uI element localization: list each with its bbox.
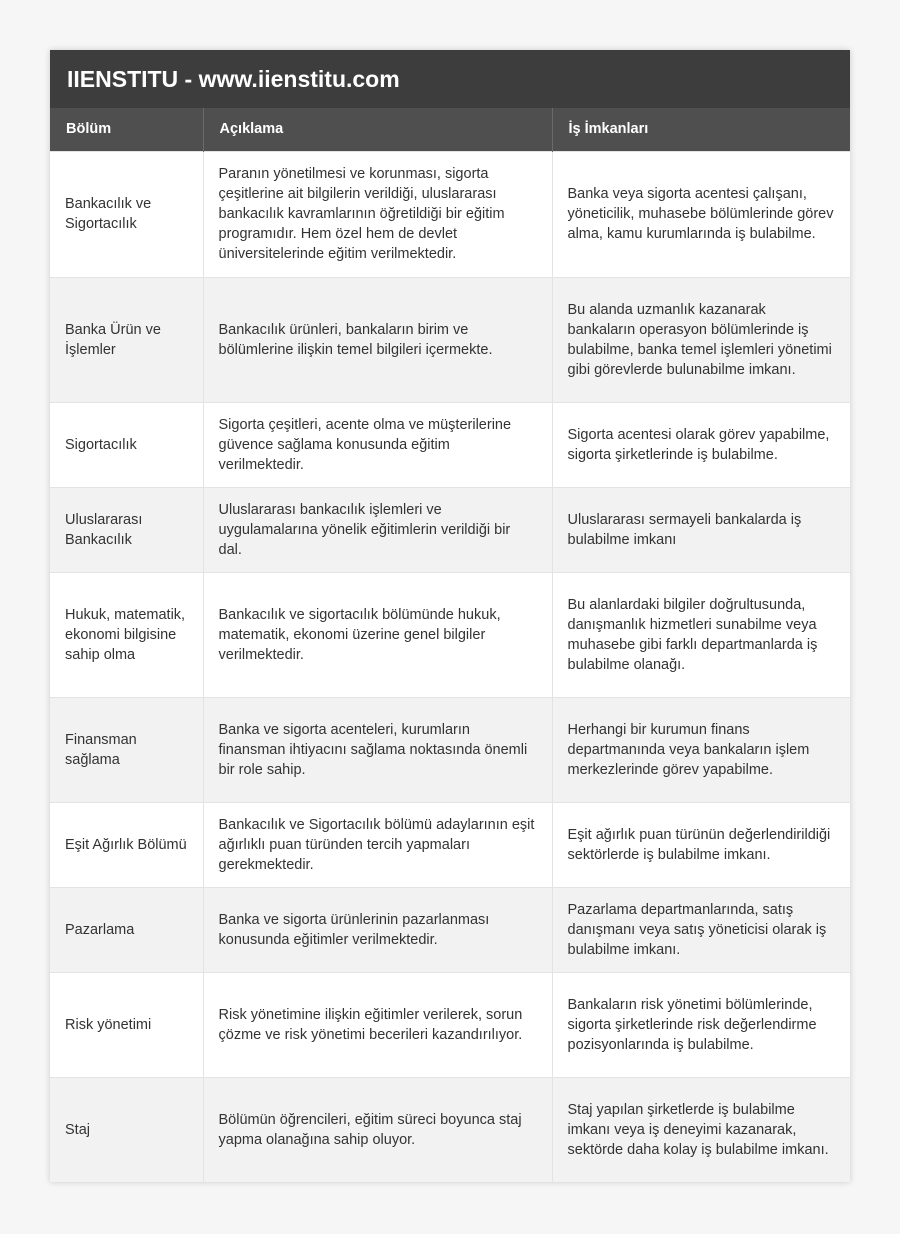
table-row — [50, 697, 850, 802]
column-header-bolum: Bölüm — [50, 108, 203, 151]
table-row — [50, 887, 850, 972]
cell-bolum: Staj — [50, 1077, 203, 1182]
table-row — [50, 802, 850, 887]
cell-aciklama: Banka ve sigorta ürünlerinin pazarlanması konusunda eğitimler verilmektedir. — [203, 887, 552, 972]
cell-aciklama: Bankacılık ve Sigortacılık bölümü adaylarının eşit ağırlıklı puan türünden tercih yapmaları gerekmektedir. — [203, 802, 552, 887]
cell-is-imkanlari: Eşit ağırlık puan türünün değerlendirildiği sektörlerde iş bulabilme imkanı. — [552, 802, 850, 887]
table-row — [50, 487, 850, 572]
cell-is-imkanlari: Banka veya sigorta acentesi çalışanı, yöneticilik, muhasebe bölümlerinde görev alma, kamu kurumlarında iş bulabilme. — [552, 151, 850, 277]
cell-aciklama: Bankacılık ürünleri, bankaların birim ve bölümlerine ilişkin temel bilgileri içermekte. — [203, 277, 552, 402]
cell-bolum: Hukuk, matematik, ekonomi bilgisine sahip olma — [50, 572, 203, 697]
table-card — [50, 50, 850, 1182]
cell-aciklama: Paranın yönetilmesi ve korunması, sigorta çeşitlerine ait bilgilerin verildiği, uluslararası bankacılık kavramlarının öğretildiği bir eğitim programıdır. Hem özel hem de devlet üniversitelerinde eğitim verilmektedir. — [203, 151, 552, 277]
header-row — [50, 108, 850, 151]
cell-aciklama: Bankacılık ve sigortacılık bölümünde hukuk, matematik, ekonomi üzerine genel bilgiler verilmektedir. — [203, 572, 552, 697]
column-header-is-imkanlari: İş İmkanları — [552, 108, 850, 151]
cell-aciklama: Bölümün öğrencileri, eğitim süreci boyunca staj yapma olanağına sahip oluyor. — [203, 1077, 552, 1182]
table-row — [50, 572, 850, 697]
cell-bolum: Pazarlama — [50, 887, 203, 972]
cell-is-imkanlari: Uluslararası sermayeli bankalarda iş bulabilme imkanı — [552, 487, 850, 572]
table-row — [50, 972, 850, 1077]
cell-is-imkanlari: Bankaların risk yönetimi bölümlerinde, sigorta şirketlerinde risk değerlendirme pozisyonlarında iş bulabilme. — [552, 972, 850, 1077]
cell-bolum: Eşit Ağırlık Bölümü — [50, 802, 203, 887]
cell-bolum: Bankacılık ve Sigortacılık — [50, 151, 203, 277]
table-row — [50, 402, 850, 487]
cell-is-imkanlari: Bu alanlardaki bilgiler doğrultusunda, danışmanlık hizmetleri sunabilme veya muhasebe gibi farklı departmanlarda iş bulabilme olanağı. — [552, 572, 850, 697]
cell-is-imkanlari: Bu alanda uzmanlık kazanarak bankaların operasyon bölümlerinde iş bulabilme, banka temel işlemleri yönetimi gibi görevlerde bulunabilme imkanı. — [552, 277, 850, 402]
cell-is-imkanlari: Sigorta acentesi olarak görev yapabilme, sigorta şirketlerinde iş bulabilme. — [552, 402, 850, 487]
cell-bolum: Finansman sağlama — [50, 697, 203, 802]
cell-is-imkanlari: Herhangi bir kurumun finans departmanında veya bankaların işlem merkezlerinde görev yapabilme. — [552, 697, 850, 802]
cell-bolum: Banka Ürün ve İşlemler — [50, 277, 203, 402]
table-row — [50, 277, 850, 402]
cell-aciklama: Risk yönetimine ilişkin eğitimler verilerek, sorun çözme ve risk yönetimi becerileri kazandırılıyor. — [203, 972, 552, 1077]
table-row — [50, 1077, 850, 1182]
page-title: IIENSTITU - www.iienstitu.com — [50, 50, 850, 108]
cell-is-imkanlari: Staj yapılan şirketlerde iş bulabilme imkanı veya iş deneyimi kazanarak, sektörde daha kolay iş bulabilme imkanı. — [552, 1077, 850, 1182]
cell-bolum: Sigortacılık — [50, 402, 203, 487]
table-row — [50, 151, 850, 277]
column-header-aciklama: Açıklama — [203, 108, 552, 151]
cell-is-imkanlari: Pazarlama departmanlarında, satış danışmanı veya satış yöneticisi olarak iş bulabilme imkanı. — [552, 887, 850, 972]
data-table — [50, 108, 850, 1182]
cell-aciklama: Uluslararası bankacılık işlemleri ve uygulamalarına yönelik eğitimlerin verildiği bir dal. — [203, 487, 552, 572]
cell-bolum: Risk yönetimi — [50, 972, 203, 1077]
cell-bolum: Uluslararası Bankacılık — [50, 487, 203, 572]
cell-aciklama: Sigorta çeşitleri, acente olma ve müşterilerine güvence sağlama konusunda eğitim verilmektedir. — [203, 402, 552, 487]
cell-aciklama: Banka ve sigorta acenteleri, kurumların finansman ihtiyacını sağlama noktasında önemli bir role sahip. — [203, 697, 552, 802]
